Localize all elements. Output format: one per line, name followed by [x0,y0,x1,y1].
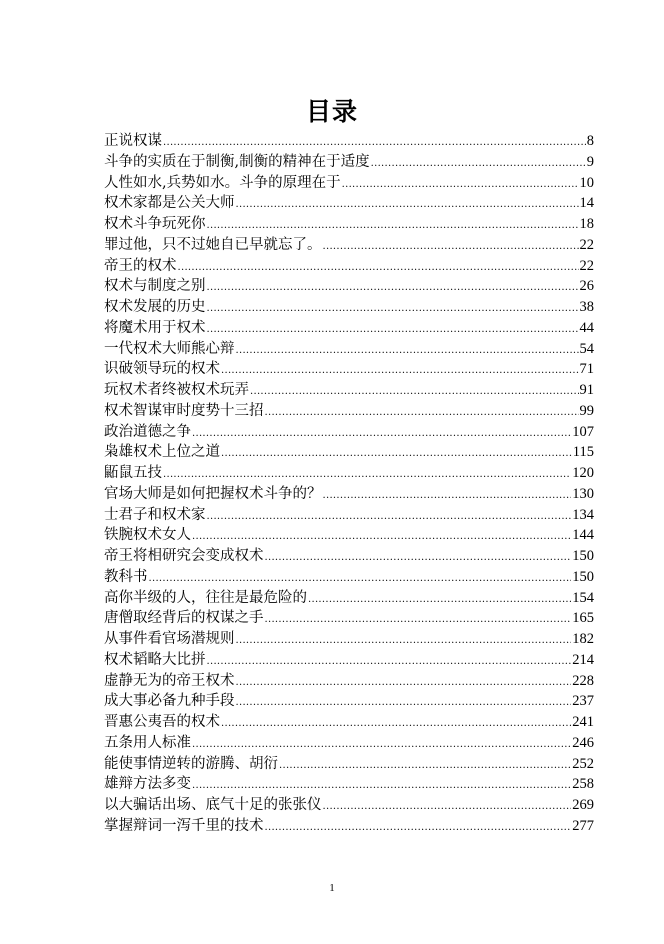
toc-entry-label: 虚静无为的帝王权术 [104,672,235,689]
toc-entry[interactable] [104,318,594,339]
toc-dot-leader [207,652,572,673]
toc-entry-label: 权术斗争玩死你 [104,216,206,232]
toc-entry[interactable] [104,671,594,692]
toc-entry[interactable] [104,442,594,463]
toc-entry[interactable] [104,173,594,194]
toc-dot-leader [279,756,571,777]
toc-entry-label: 士君子和权术家 [104,506,206,523]
toc-entry[interactable] [104,754,594,775]
page-number: 1 [329,882,335,894]
toc-entry[interactable] [104,691,594,712]
toc-entry-page: 99 [579,402,594,419]
toc-entry[interactable] [104,214,594,235]
toc-entry[interactable] [104,256,594,277]
toc-entry[interactable] [104,484,594,505]
toc-dot-leader [265,403,579,424]
toc-entry-label: 晋惠公夷吾的权术 [104,714,220,730]
toc-dot-leader [192,527,571,548]
toc-entry[interactable] [104,359,594,380]
toc-dot-leader [178,258,579,279]
toc-entry[interactable] [104,608,594,629]
toc-entry[interactable] [104,712,594,733]
toc-entry-page: 154 [572,589,594,606]
toc-entry-label: 教科书 [104,568,148,585]
toc-entry-page: 10 [579,174,594,191]
toc-entry-page: 120 [572,465,594,481]
toc-entry[interactable] [104,297,594,318]
toc-dot-leader [192,776,571,797]
toc-entry-label: 权术智谋审时度势十三招 [104,402,264,419]
toc-entry[interactable] [104,339,594,360]
toc-entry-label: 成大事必备九种手段 [104,693,235,710]
toc-entry-page: 115 [572,444,594,461]
toc-entry-label: 雄辩方法多变 [104,776,191,793]
toc-dot-leader [265,818,572,839]
toc-entry-page: 150 [572,548,594,564]
toc-dot-leader [265,548,572,569]
toc-dot-leader [207,299,579,320]
toc-entry-page: 54 [579,340,594,357]
toc-dot-leader [207,278,579,299]
toc-entry-label: 帝王的权术 [104,257,177,274]
toc-entry[interactable] [104,629,594,650]
toc-title: 目录 [305,97,358,126]
toc-entry-page: 214 [572,651,594,668]
toc-list [104,131,594,837]
toc-entry-page: 44 [579,319,594,336]
toc-entry-label: 从事件看官场潜规则 [104,631,235,647]
toc-dot-leader [236,673,572,694]
toc-dot-leader [308,590,571,611]
toc-entry-page: 246 [572,734,594,751]
toc-entry-label: 权术韬略大比拼 [104,651,206,668]
toc-entry-page: 258 [572,776,594,793]
toc-entry-page: 144 [572,527,594,544]
toc-entry[interactable] [104,131,594,152]
toc-entry[interactable] [104,546,594,567]
toc-dot-leader [207,507,572,528]
toc-entry[interactable] [104,380,594,401]
toc-entry-label: 鼫鼠五技 [104,465,162,481]
toc-dot-leader [207,320,579,341]
toc-entry-label: 罪过他，只不过她自已早就忘了。 [104,236,322,253]
toc-dot-leader [192,424,571,445]
toc-entry-page: 130 [572,485,594,502]
toc-entry[interactable] [104,193,594,214]
toc-dot-leader [163,133,586,154]
toc-entry-label: 掌握辩词一泻千里的技术 [104,817,264,834]
toc-entry-page: 228 [572,672,594,689]
toc-entry[interactable] [104,235,594,256]
toc-dot-leader [236,693,572,714]
toc-entry[interactable] [104,401,594,422]
toc-entry-page: 252 [572,755,594,772]
toc-dot-leader [163,465,571,486]
toc-entry-label: 高你半级的人，往往是最危险的 [104,589,307,606]
toc-entry-page: 26 [579,278,594,295]
toc-entry-label: 正说权谋 [104,133,162,149]
toc-entry-page: 14 [579,195,594,212]
toc-entry[interactable] [104,588,594,609]
toc-entry-page: 38 [579,299,594,315]
toc-dot-leader [221,444,572,465]
toc-entry-label: 枭雄权术上位之道 [104,444,220,461]
toc-entry-page: 165 [572,610,594,627]
toc-entry-page: 22 [579,257,594,274]
toc-dot-leader [192,735,571,756]
toc-entry-label: 斗争的实质在于制衡,制衡的精神在于适度 [104,153,370,170]
toc-dot-leader [342,175,579,196]
toc-entry[interactable] [104,733,594,754]
toc-dot-leader [236,341,579,362]
toc-dot-leader [265,610,572,631]
toc-entry[interactable] [104,650,594,671]
toc-entry-page: 91 [579,382,594,398]
toc-entry-page: 241 [572,714,594,730]
toc-entry-label: 能使事情逆转的游腾、胡衍 [104,755,278,772]
toc-entry-page: 269 [572,797,594,813]
toc-entry-label: 玩权术者终被权术玩弄 [104,382,249,398]
toc-entry[interactable] [104,276,594,297]
toc-entry-page: 107 [572,423,594,440]
toc-entry-page: 22 [579,236,594,253]
toc-entry-page: 277 [572,817,594,834]
toc-entry-label: 以大骗话出场、底气十足的张张仪 [104,797,322,813]
toc-dot-leader [323,797,572,818]
toc-entry-page: 71 [579,361,594,378]
toc-entry-label: 权术发展的历史 [104,299,206,315]
toc-entry-label: 将魔术用于权术 [104,319,206,336]
toc-dot-leader [323,486,572,507]
toc-dot-leader [250,382,579,403]
toc-dot-leader [371,154,586,175]
toc-entry-page: 150 [572,568,594,585]
toc-entry-page: 18 [579,216,594,232]
toc-dot-leader [236,631,572,652]
toc-entry-label: 唐僧取经背后的权谋之手 [104,610,264,627]
toc-entry-page: 182 [572,631,594,647]
toc-entry[interactable] [104,463,594,484]
toc-dot-leader [323,237,579,258]
toc-entry-label: 五条用人标准 [104,734,191,751]
toc-entry[interactable] [104,505,594,526]
toc-entry-label: 权术与制度之别 [104,278,206,295]
toc-entry[interactable] [104,525,594,546]
toc-entry-page: 134 [572,506,594,523]
toc-entry[interactable] [104,422,594,443]
toc-entry-label: 人性如水,兵势如水。斗争的原理在于 [104,174,341,191]
toc-entry-label: 识破领导玩的权术 [104,361,220,378]
toc-entry[interactable] [104,567,594,588]
toc-entry-page: 237 [572,693,594,710]
toc-dot-leader [207,216,579,237]
toc-entry[interactable] [104,816,594,837]
toc-dot-leader [221,714,571,735]
toc-entry-label: 铁腕权术女人 [104,527,191,544]
toc-entry-page: 8 [586,133,594,149]
toc-entry-label: 权术家都是公关大师 [104,195,235,212]
toc-entry-label: 政治道德之争 [104,423,191,440]
toc-entry[interactable] [104,152,594,173]
toc-dot-leader [236,195,579,216]
toc-entry[interactable] [104,774,594,795]
toc-entry[interactable] [104,795,594,816]
toc-dot-leader [221,361,579,382]
toc-entry-label: 一代权术大师熊心辩 [104,340,235,357]
toc-entry-page: 9 [586,153,594,170]
toc-entry-label: 帝王将相研究会变成权术 [104,548,264,564]
toc-entry-label: 官场大师是如何把握权术斗争的？ [104,485,322,502]
toc-dot-leader [149,569,572,590]
